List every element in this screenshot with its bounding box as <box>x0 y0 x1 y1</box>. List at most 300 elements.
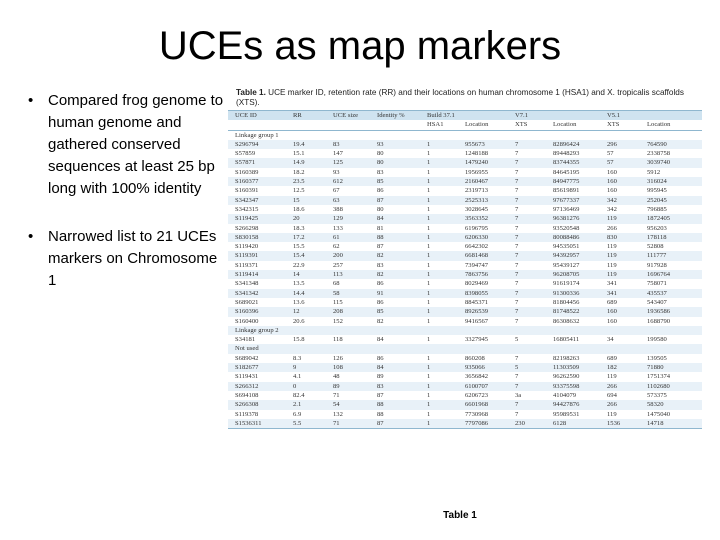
table-cell: 341 <box>600 289 640 298</box>
table-cell: 764590 <box>640 140 702 149</box>
table-cell: 14718 <box>640 419 702 429</box>
table-cell: 758071 <box>640 279 702 288</box>
table-subheader-row <box>228 120 702 130</box>
table-row <box>228 279 702 288</box>
table-cell: 95439127 <box>546 261 600 270</box>
table-cell: 543407 <box>640 298 702 307</box>
table-cell: 342 <box>600 196 640 205</box>
table-cell: 200 <box>326 251 370 260</box>
table-cell: 955673 <box>458 140 508 149</box>
table-cell: 88 <box>370 233 420 242</box>
table-cell: S119414 <box>228 270 286 279</box>
table-cell: 88 <box>370 400 420 409</box>
table-cell: 119 <box>600 410 640 419</box>
table-cell: S266298 <box>228 224 286 233</box>
table-cell: S160389 <box>228 168 286 177</box>
table-cell: 1 <box>420 168 458 177</box>
table-cell: 119 <box>600 270 640 279</box>
table-row <box>228 307 702 316</box>
table-cell: 917928 <box>640 261 702 270</box>
table-cell: 1 <box>420 363 458 372</box>
table-cell: 7 <box>508 354 546 363</box>
table-cell: S342347 <box>228 196 286 205</box>
table-cell: 1 <box>420 400 458 409</box>
table-cell: 83 <box>326 140 370 149</box>
table-header-row <box>228 111 702 121</box>
table-cell: 1 <box>420 233 458 242</box>
table-cell: 18.3 <box>286 224 326 233</box>
table-cell: 147 <box>326 149 370 158</box>
table-cell: 6196795 <box>458 224 508 233</box>
table-row <box>228 140 702 149</box>
table-cell: 0 <box>286 382 326 391</box>
table-cell: 316024 <box>640 177 702 186</box>
table-cell: 160 <box>600 307 640 316</box>
table-cell: 9 <box>286 363 326 372</box>
table-cell: 71 <box>326 391 370 400</box>
bullet-item <box>24 226 224 292</box>
table-cell: 1 <box>420 289 458 298</box>
table-row <box>228 149 702 158</box>
table-cell: 6206330 <box>458 233 508 242</box>
table-cell: 694 <box>600 391 640 400</box>
table-cell: 1536 <box>600 419 640 429</box>
table-cell: 17.2 <box>286 233 326 242</box>
table-cell: 7 <box>508 205 546 214</box>
table-cell: 89 <box>326 382 370 391</box>
table-cell: 1872405 <box>640 214 702 223</box>
table-cell: 12 <box>286 307 326 316</box>
table-cell: 7 <box>508 251 546 260</box>
table-cell: 3563352 <box>458 214 508 223</box>
group-label: Linkage group 1 <box>228 130 702 140</box>
table-cell: 94535051 <box>546 242 600 251</box>
table-cell: S160400 <box>228 317 286 326</box>
table-cell: 84 <box>370 214 420 223</box>
table-cell: 1 <box>420 419 458 429</box>
table-cell: 86 <box>370 279 420 288</box>
table-cell: 266 <box>600 224 640 233</box>
table-row <box>228 242 702 251</box>
table-cell: 1 <box>420 317 458 326</box>
table-cell: 1 <box>420 177 458 186</box>
table-row <box>228 261 702 270</box>
table-cell: S160391 <box>228 186 286 195</box>
table-cell: S689021 <box>228 298 286 307</box>
column-header: XTS <box>508 120 546 130</box>
column-header: HSA1 <box>420 120 458 130</box>
table-cell: 7 <box>508 149 546 158</box>
table-cell: 87 <box>370 419 420 429</box>
table-row <box>228 382 702 391</box>
table-cell: 7 <box>508 261 546 270</box>
table-cell: 178118 <box>640 233 702 242</box>
table-cell: 87 <box>370 242 420 251</box>
table-cell: 8398055 <box>458 289 508 298</box>
table-cell: 11303509 <box>546 363 600 372</box>
table-row <box>228 205 702 214</box>
table-cell: 15 <box>286 196 326 205</box>
table-cell: 13.5 <box>286 279 326 288</box>
table-cell: 91619174 <box>546 279 600 288</box>
table-cell: 12.5 <box>286 186 326 195</box>
table-cell: 80 <box>370 158 420 167</box>
table-cell: 257 <box>326 261 370 270</box>
table-cell: 96208705 <box>546 270 600 279</box>
column-header: Location <box>640 120 702 130</box>
table-cell: 7 <box>508 186 546 195</box>
table-cell: 1 <box>420 158 458 167</box>
table-cell: 1 <box>420 382 458 391</box>
table-image <box>228 86 702 504</box>
table-cell: 7 <box>508 410 546 419</box>
table-cell: 81 <box>370 224 420 233</box>
table-cell: 4.1 <box>286 372 326 381</box>
table-cell: 86 <box>370 186 420 195</box>
table-cell: 67 <box>326 186 370 195</box>
table-cell: 1696764 <box>640 270 702 279</box>
table-cell: 15.8 <box>286 335 326 344</box>
bullet-item <box>24 90 224 200</box>
table-cell: 58320 <box>640 400 702 409</box>
table-cell: 2525313 <box>458 196 508 205</box>
table-cell: 1 <box>420 335 458 344</box>
table-row <box>228 419 702 429</box>
table-cell: 91300336 <box>546 289 600 298</box>
table-cell: 266 <box>600 382 640 391</box>
table-row <box>228 158 702 167</box>
table-cell: 52808 <box>640 242 702 251</box>
table-cell: 689 <box>600 298 640 307</box>
table-cell: 95989531 <box>546 410 600 419</box>
table-cell: 5912 <box>640 168 702 177</box>
table-cell: 956203 <box>640 224 702 233</box>
table-cell: 126 <box>326 354 370 363</box>
table-cell: 6681468 <box>458 251 508 260</box>
table-cell: 19.4 <box>286 140 326 149</box>
table-cell: 15.5 <box>286 242 326 251</box>
table-cell: 1479240 <box>458 158 508 167</box>
table-cell: 83 <box>370 168 420 177</box>
table-cell: 7 <box>508 382 546 391</box>
table-cell: 7 <box>508 317 546 326</box>
table-cell: S266308 <box>228 400 286 409</box>
table-cell: S160377 <box>228 177 286 186</box>
table-cell: 54 <box>326 400 370 409</box>
table-cell: 89 <box>370 372 420 381</box>
table-cell: 71880 <box>640 363 702 372</box>
table-cell: 119 <box>600 251 640 260</box>
table-row <box>228 372 702 381</box>
table-cell: 1 <box>420 307 458 316</box>
table-cell: 15.1 <box>286 149 326 158</box>
table-row <box>228 251 702 260</box>
table-cell: S119425 <box>228 214 286 223</box>
table-cell: 1 <box>420 196 458 205</box>
table-cell: 82 <box>370 251 420 260</box>
table-cell: 7 <box>508 168 546 177</box>
table-cell: 118 <box>326 335 370 344</box>
table-cell: 1 <box>420 279 458 288</box>
table-cell: 2338758 <box>640 149 702 158</box>
table-cell: 182 <box>600 363 640 372</box>
group-row <box>228 130 702 140</box>
table-row <box>228 298 702 307</box>
table-cell: 94392957 <box>546 251 600 260</box>
table-cell: 1936586 <box>640 307 702 316</box>
table-cell: 8.3 <box>286 354 326 363</box>
table-cell: 1751374 <box>640 372 702 381</box>
table-cell: S119431 <box>228 372 286 381</box>
table-cell: 3039740 <box>640 158 702 167</box>
table-cell: 18.6 <box>286 205 326 214</box>
table-cell: 86 <box>370 354 420 363</box>
table-cell: 8845371 <box>458 298 508 307</box>
table-cell: 23.5 <box>286 177 326 186</box>
table-cell: 1 <box>420 298 458 307</box>
table-cell: 573375 <box>640 391 702 400</box>
table-cell: S57859 <box>228 149 286 158</box>
table-cell: 7 <box>508 289 546 298</box>
table-row <box>228 317 702 326</box>
table-cell: 152 <box>326 317 370 326</box>
table-row <box>228 363 702 372</box>
table-cell: 119 <box>600 214 640 223</box>
table-row <box>228 391 702 400</box>
table-cell: 119 <box>600 242 640 251</box>
table-row <box>228 186 702 195</box>
table-cell: 296 <box>600 140 640 149</box>
table-label: Table 1 <box>443 510 477 521</box>
table-row <box>228 335 702 344</box>
table-cell: S119371 <box>228 261 286 270</box>
table-cell: 8029469 <box>458 279 508 288</box>
group-label: Not used <box>228 344 702 353</box>
table-cell: 3327945 <box>458 335 508 344</box>
table-cell: 252045 <box>640 196 702 205</box>
table-cell: 80088486 <box>546 233 600 242</box>
table-cell: 81748522 <box>546 307 600 316</box>
table-cell: 1 <box>420 251 458 260</box>
table-cell: 935066 <box>458 363 508 372</box>
column-header: Location <box>546 120 600 130</box>
table-cell: 85 <box>370 307 420 316</box>
table-cell: 14 <box>286 270 326 279</box>
slide-title: UCEs as map markers <box>158 24 562 68</box>
table-cell: 689 <box>600 354 640 363</box>
group-row <box>228 326 702 335</box>
table-cell: 7 <box>508 196 546 205</box>
table-row <box>228 233 702 242</box>
table-cell: 3028645 <box>458 205 508 214</box>
table-cell: S266312 <box>228 382 286 391</box>
table-cell: 230 <box>508 419 546 429</box>
column-header <box>546 111 600 121</box>
table-cell: 796885 <box>640 205 702 214</box>
table-cell: 342 <box>600 205 640 214</box>
column-header: Identity % <box>370 111 420 121</box>
table-cell: 5.5 <box>286 419 326 429</box>
table-cell: 84645195 <box>546 168 600 177</box>
table-cell: 97677337 <box>546 196 600 205</box>
table-cell: 2160467 <box>458 177 508 186</box>
table-cell: 9416567 <box>458 317 508 326</box>
table-cell: 1 <box>420 140 458 149</box>
table-cell: 6.9 <box>286 410 326 419</box>
table-cell: 160 <box>600 317 640 326</box>
group-row <box>228 344 702 353</box>
table-cell: 84947775 <box>546 177 600 186</box>
table-cell: 1 <box>420 186 458 195</box>
table-cell: 1248188 <box>458 149 508 158</box>
table-cell: 82 <box>370 317 420 326</box>
table-cell: 7394747 <box>458 261 508 270</box>
table-row <box>228 214 702 223</box>
table-cell: 5 <box>508 363 546 372</box>
table-cell: S182677 <box>228 363 286 372</box>
table-cell: 129 <box>326 214 370 223</box>
bullet-dot: • <box>28 92 34 109</box>
table-cell: 6206723 <box>458 391 508 400</box>
table-cell: 91 <box>370 289 420 298</box>
table-cell: 1956955 <box>458 168 508 177</box>
table-cell: 1102680 <box>640 382 702 391</box>
table-cell: 80 <box>370 205 420 214</box>
table-cell: 119 <box>600 261 640 270</box>
column-header: XTS <box>600 120 640 130</box>
table-cell: 1 <box>420 261 458 270</box>
group-label: Linkage group 2 <box>228 326 702 335</box>
table-cell: 7730968 <box>458 410 508 419</box>
table-cell: 860208 <box>458 354 508 363</box>
table-cell: 7 <box>508 270 546 279</box>
bullet-list <box>24 90 224 312</box>
table-cell: 6642302 <box>458 242 508 251</box>
table-row <box>228 410 702 419</box>
table-cell: S34181 <box>228 335 286 344</box>
column-header <box>640 111 702 121</box>
table-cell: 8926539 <box>458 307 508 316</box>
table-cell: S57871 <box>228 158 286 167</box>
table-cell: 199580 <box>640 335 702 344</box>
table-cell: 6601968 <box>458 400 508 409</box>
table-cell: 7 <box>508 279 546 288</box>
column-header <box>228 120 286 130</box>
table-cell: 125 <box>326 158 370 167</box>
table-cell: 7 <box>508 140 546 149</box>
table-cell: 71 <box>326 419 370 429</box>
table-cell: 2.1 <box>286 400 326 409</box>
table-cell: S694108 <box>228 391 286 400</box>
table-cell: 7 <box>508 224 546 233</box>
table-row <box>228 224 702 233</box>
table-cell: 995945 <box>640 186 702 195</box>
table-cell: 830 <box>600 233 640 242</box>
table-cell: 82 <box>370 270 420 279</box>
table-row <box>228 289 702 298</box>
table-row <box>228 270 702 279</box>
table-cell: 14.4 <box>286 289 326 298</box>
table-cell: 83744355 <box>546 158 600 167</box>
column-header: Location <box>458 120 508 130</box>
table-cell: 20.6 <box>286 317 326 326</box>
table-cell: 15.4 <box>286 251 326 260</box>
table-cell: S689042 <box>228 354 286 363</box>
bullet-text: Narrowed list to 21 UCEs markers on Chromosome 1 <box>48 228 218 289</box>
table-cell: 63 <box>326 196 370 205</box>
table-cell: 1 <box>420 372 458 381</box>
table-cell: S341348 <box>228 279 286 288</box>
table-cell: 13.6 <box>286 298 326 307</box>
table-cell: 6128 <box>546 419 600 429</box>
table-cell: 58 <box>326 289 370 298</box>
column-header: UCE ID <box>228 111 286 121</box>
table-row <box>228 177 702 186</box>
table-cell: 7 <box>508 307 546 316</box>
table-cell: 61 <box>326 233 370 242</box>
table-cell: 1 <box>420 205 458 214</box>
table-cell: 1 <box>420 270 458 279</box>
table-cell: 7 <box>508 214 546 223</box>
bullet-dot: • <box>28 228 34 245</box>
table-cell: 93 <box>370 140 420 149</box>
table-cell: 7 <box>508 158 546 167</box>
table-caption <box>228 86 702 110</box>
table-cell: 16805411 <box>546 335 600 344</box>
table-cell: 6100707 <box>458 382 508 391</box>
table-cell: S830158 <box>228 233 286 242</box>
table-cell: 7 <box>508 372 546 381</box>
table-cell: 119 <box>600 372 640 381</box>
column-header: V7.1 <box>508 111 546 121</box>
table-cell: 7 <box>508 242 546 251</box>
bullet-text: Compared frog genome to human genome and gathered conserved sequences at least 25 bp long with 100% identity <box>48 92 224 197</box>
table-cell: 1 <box>420 214 458 223</box>
table-cell: 96381276 <box>546 214 600 223</box>
table-cell: 82896424 <box>546 140 600 149</box>
table-cell: 3a <box>508 391 546 400</box>
table-cell: 3656842 <box>458 372 508 381</box>
table-cell: 160 <box>600 186 640 195</box>
table-cell: 57 <box>600 149 640 158</box>
column-header: Build 37.1 <box>420 111 458 121</box>
column-header: V5.1 <box>600 111 640 121</box>
table-cell: 86308632 <box>546 317 600 326</box>
table-cell: 93375598 <box>546 382 600 391</box>
table-cell: S342315 <box>228 205 286 214</box>
table-cell: 88 <box>370 410 420 419</box>
table-cell: S160396 <box>228 307 286 316</box>
table-row <box>228 168 702 177</box>
table-cell: 4104079 <box>546 391 600 400</box>
table-cell: 160 <box>600 168 640 177</box>
column-header: RR <box>286 111 326 121</box>
table-cell: 208 <box>326 307 370 316</box>
table-cell: S119391 <box>228 251 286 260</box>
table-cell: 18.2 <box>286 168 326 177</box>
table-cell: 85619891 <box>546 186 600 195</box>
table-cell: S119378 <box>228 410 286 419</box>
table-cell: 93520548 <box>546 224 600 233</box>
table-cell: 139505 <box>640 354 702 363</box>
table-cell: 82.4 <box>286 391 326 400</box>
table-cell: 1688790 <box>640 317 702 326</box>
table-cell: 612 <box>326 177 370 186</box>
table-cell: S341342 <box>228 289 286 298</box>
column-header <box>458 111 508 121</box>
table-cell: 1 <box>420 149 458 158</box>
column-header <box>370 120 420 130</box>
